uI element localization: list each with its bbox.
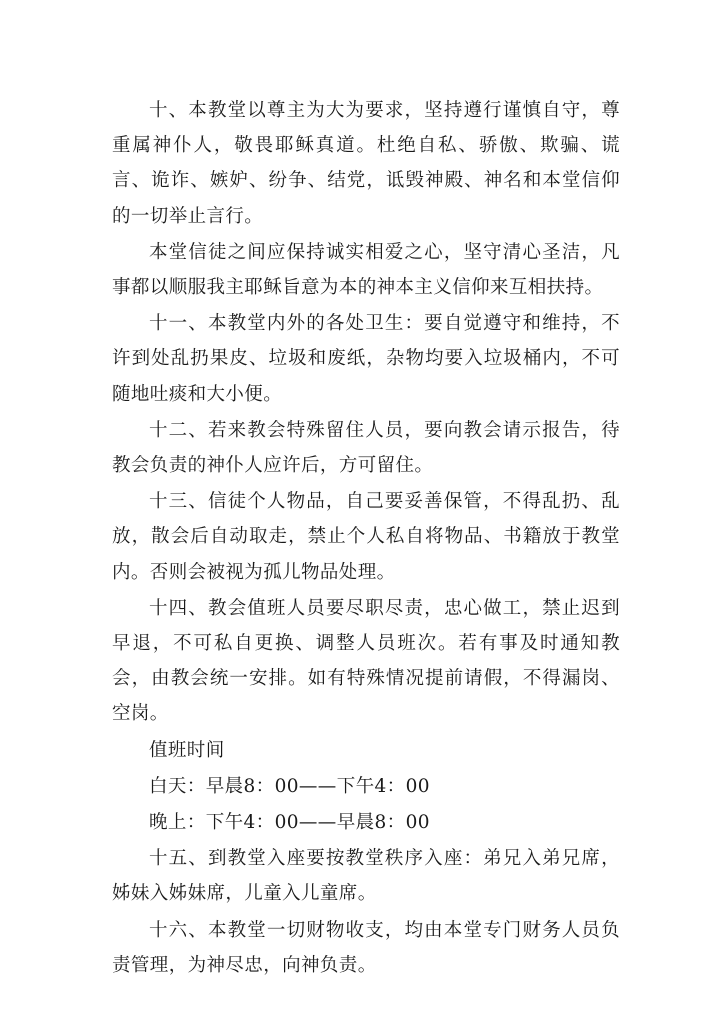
fellowship-paragraph: 本堂信徒之间应保持诚实相爱之心，坚守清心圣洁，凡事都以顺服我主耶稣旨意为本的神本主义信仰来互相扶持。	[112, 241, 620, 299]
rule-11-paragraph: 十一、本教堂内外的各处卫生：要自觉遵守和维持，不许到处乱扔果皮、垃圾和废纸，杂物均要入垃圾桶内，不可随地吐痰和大小便。	[112, 313, 620, 405]
rule-10-paragraph: 十、本教堂以尊主为大为要求，坚持遵行谨慎自守，尊重属神仆人，敬畏耶稣真道。杜绝自私、骄傲、欺骗、谎言、诡诈、嫉妒、纷争、结党，诋毁神殿、神名和本堂信仰的一切举止言行。	[112, 100, 620, 227]
rule-14-paragraph: 十四、教会值班人员要尽职尽责，忠心做工，禁止迟到早退，不可私自更换、调整人员班次。若有事及时通知教会，由教会统一安排。如有特殊情况提前请假，不得漏岗、空岗。	[112, 597, 620, 725]
rule-13-paragraph: 十三、信徒个人物品，自己要妥善保管，不得乱扔、乱放，散会后自动取走，禁止个人私自将物品、书籍放于教堂内。否则会被视为孤儿物品处理。	[112, 491, 620, 583]
rule-12-paragraph: 十二、若来教会特殊留住人员，要向教会请示报告，待教会负责的神仆人应许后，方可留住。	[112, 419, 620, 477]
day-shift-line: 白天：早晨8：00——下午4：00	[149, 775, 430, 797]
night-shift-line: 晚上：下午4：00——早晨8：00	[149, 812, 430, 834]
duty-time-heading: 值班时间	[149, 739, 225, 761]
document-page	[112, 93, 620, 983]
rule-16-paragraph: 十六、本教堂一切财物收支，均由本堂专门财务人员负责管理，为神尽忠，向神负责。	[112, 919, 620, 976]
rule-15-paragraph: 十五、到教堂入座要按教堂秩序入座：弟兄入弟兄席，姊妹入姊妹席，儿童入儿童席。	[112, 848, 620, 905]
